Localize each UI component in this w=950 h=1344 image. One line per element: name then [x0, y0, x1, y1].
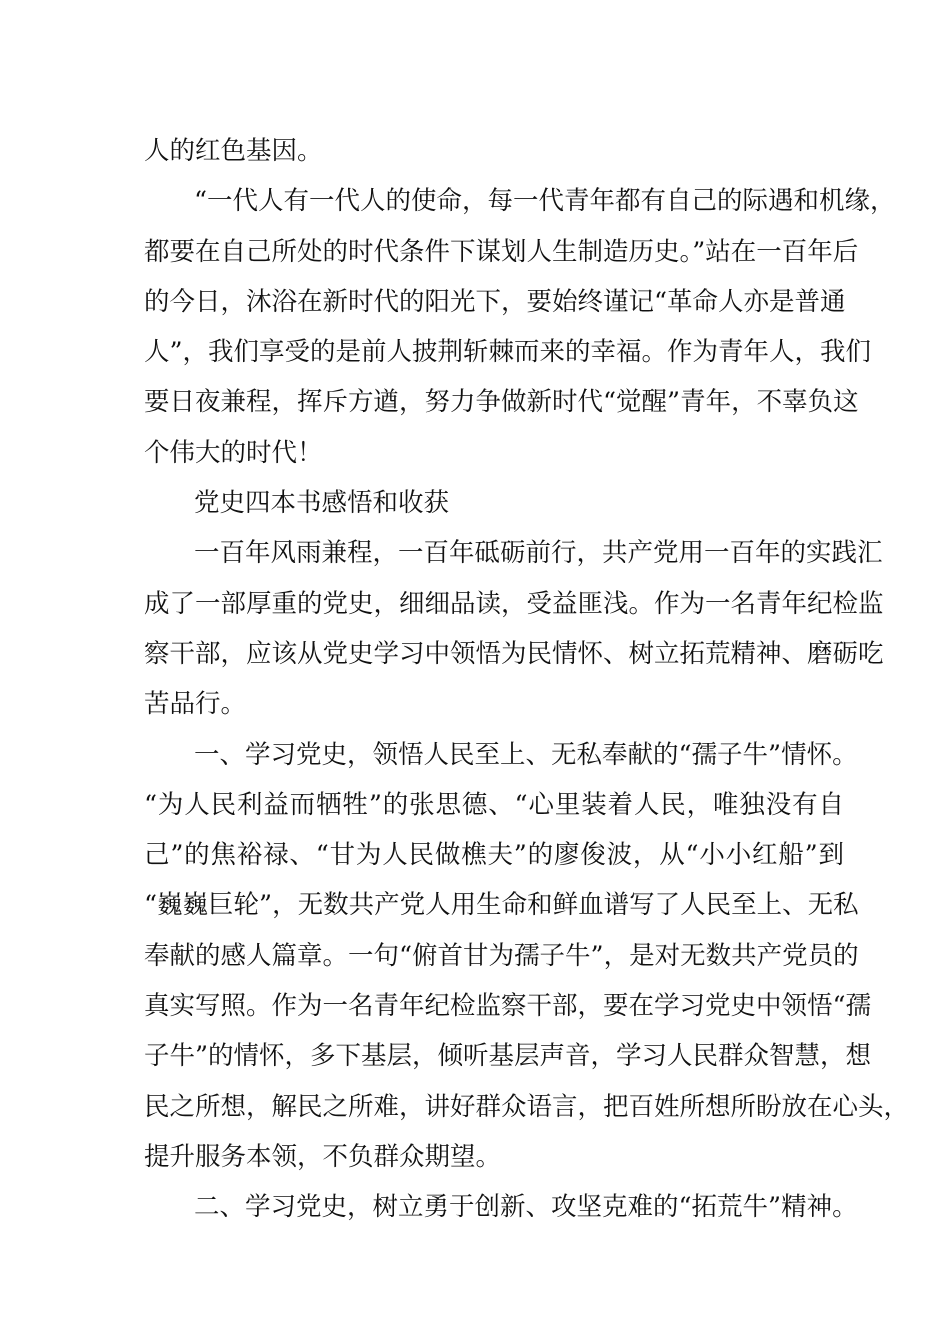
body-text	[144, 126, 910, 1233]
text-line: 奉献的感人篇章。一句“俯首甘为孺子牛”，是对无数共产党员的	[144, 940, 859, 971]
text-line: 子牛”的情怀，多下基层，倾听基层声音，学习人民群众智慧，想	[144, 1041, 872, 1072]
text-line: 的今日，沐浴在新时代的阳光下，要始终谨记“革命人亦是普通	[144, 286, 846, 317]
text-line: “一代人有一代人的使命，每一代青年都有自己的际遇和机缘，	[194, 186, 896, 217]
text-line: 一百年风雨兼程，一百年砥砺前行，共产党用一百年的实践汇	[194, 538, 883, 569]
text-line: 己”的焦裕禄、“甘为人民做樵夫”的廖俊波，从“小小红船”到	[144, 840, 844, 871]
section-heading: 一、学习党史，领悟人民至上、无私奉献的“孺子牛”情怀。	[194, 739, 858, 770]
text-line: 成了一部厚重的党史，细细品读，受益匪浅。作为一名青年纪检监	[144, 588, 884, 619]
text-line: “为人民利益而牺牲”的张思德、“心里装着人民，唯独没有自	[144, 789, 844, 820]
text-line: “巍巍巨轮”，无数共产党人用生命和鲜血谱写了人民至上、无私	[144, 890, 859, 921]
section-title: 党史四本书感悟和收获	[194, 488, 450, 519]
text-line: 人”，我们享受的是前人披荆斩棘而来的幸福。作为青年人，我们	[144, 337, 872, 368]
text-line: 苦品行。	[144, 689, 247, 720]
text-line: 个伟大的时代！	[144, 437, 323, 468]
text-line: 要日夜兼程，挥斥方遒，努力争做新时代“觉醒”青年，不辜负这	[144, 387, 859, 418]
text-line: 民之所想，解民之所难，讲好群众语言，把百姓所想所盼放在心头，	[144, 1091, 910, 1122]
text-line: 真实写照。作为一名青年纪检监察干部，要在学习党史中领悟“孺	[144, 991, 872, 1022]
text-line: 人的红色基因。	[144, 136, 323, 166]
text-line: 都要在自己所处的时代条件下谋划人生制造历史。”站在一百年后	[144, 236, 859, 267]
text-line: 察干部，应该从党史学习中领悟为民情怀、树立拓荒精神、磨砺吃	[144, 638, 884, 669]
section-heading: 二、学习党史，树立勇于创新、攻坚克难的“拓荒牛”精神。	[194, 1192, 858, 1223]
text-line: 提升服务本领，不负群众期望。	[144, 1141, 502, 1172]
